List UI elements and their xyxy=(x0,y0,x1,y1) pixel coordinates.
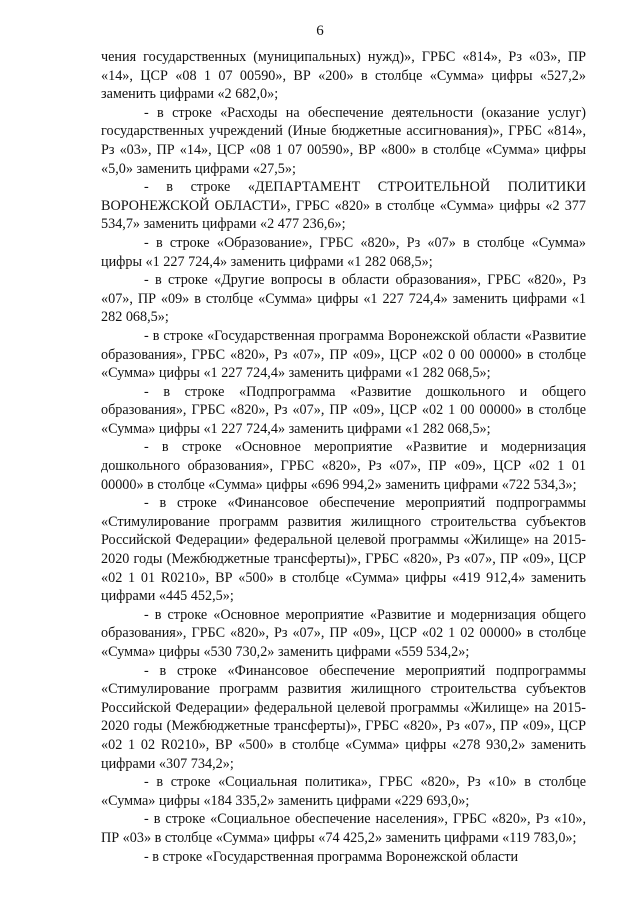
paragraph: - в строке «ДЕПАРТАМЕНТ СТРОИТЕЛЬНОЙ ПОЛИТИКИ ВОРОНЕЖСКОЙ ОБЛАСТИ», ГРБС «820» в столбце «Сумма» цифры «2 377 534,7» заменить цифрами «2 477 236,6»; xyxy=(101,179,586,233)
paragraph: - в строке «Основное мероприятие «Развитие и модернизация общего образования», ГРБС «820», Рз «07», ПР «09», ЦСР «02 1 02 00000» в столбце «Сумма» цифры «530 730,2» заменить цифрами «559 534,2»; xyxy=(101,606,586,660)
paragraph: - в строке «Финансовое обеспечение мероприятий подпрограммы «Стимулирование программ развития жилищного строительства субъектов Российской Федерации» федеральной целевой программы «Жилище» на 2015-2020 годы (Межбюджетные трансферты)», ГРБС «820», Рз «07», ПР «09», ЦСР «02 1 02 R0210», ВР «500» в столбце «Сумма» цифры «278 930,2» заменить цифрами «307 734,2»; xyxy=(101,662,586,772)
paragraph: - в строке «Государственная программа Воронежской области xyxy=(144,848,519,865)
paragraph: - в строке «Основное мероприятие «Развитие и модернизация дошкольного образования», ГРБС «820», Рз «07», ПР «09», ЦСР «02 1 01 00000» в столбце «Сумма» цифры «696 994,2» заменить цифрами «722 534,3»; xyxy=(101,439,586,493)
paragraph: - в строке «Государственная программа Воронежской области «Развитие образования», ГРБС «820», Рз «07», ПР «09», ЦСР «02 0 00 00000» в столбце «Сумма» цифры «1 227 724,4» заменить цифрами «1 282 068,5»; xyxy=(101,327,586,382)
paragraph: - в строке «Образование», ГРБС «820», Рз «07» в столбце «Сумма» цифры «1 227 724,4» заменить цифрами «1 282 068,5»; xyxy=(101,234,586,270)
paragraph: - в строке «Другие вопросы в области образования», ГРБС «820», Рз «07», ПР «09» в столбце «Сумма» цифры «1 227 724,4» заменить цифрами «1 282 068,5»; xyxy=(101,272,586,326)
page-number: 6 xyxy=(316,23,324,39)
paragraph: - в строке «Финансовое обеспечение мероприятий подпрограммы «Стимулирование программ развития жилищного строительства субъектов Российской Федерации» федеральной целевой программы «Жилище» на 2015-2020 годы (Межбюджетные трансферты)», ГРБС «820», Рз «07», ПР «09», ЦСР «02 1 01 R0210», ВР «500» в столбце «Сумма» цифры «419 912,4» заменить цифрами «445 452,5»; xyxy=(101,495,586,605)
document-body xyxy=(101,48,586,866)
paragraph: - в строке «Социальное обеспечение населения», ГРБС «820», Рз «10», ПР «03» в столбце «Сумма» цифры «74 425,2» заменить цифрами «119 783,0»; xyxy=(101,811,586,846)
paragraph: - в строке «Расходы на обеспечение деятельности (оказание услуг) государственных учреждений (Иные бюджетные ассигнования)», ГРБС «814», Рз «03», ПР «14», ЦСР «08 1 07 00590», ВР «800» в столбце «Сумма» цифры «5,0» заменить цифрами «27,5»; xyxy=(101,104,586,177)
paragraph: - в строке «Подпрограмма «Развитие дошкольного и общего образования», ГРБС «820», Рз «07», ПР «09», ЦСР «02 1 00 00000» в столбце «Сумма» цифры «1 227 724,4» заменить цифрами «1 282 068,5»; xyxy=(101,383,586,437)
paragraph: - в строке «Социальная политика», ГРБС «820», Рз «10» в столбце «Сумма» цифры «184 335,2» заменить цифрами «229 693,0»; xyxy=(101,774,586,809)
paragraph: чения государственных (муниципальных) нужд)», ГРБС «814», Рз «03», ПР «14», ЦСР «08 1 07 00590», ВР «200» в столбце «Сумма» цифры «527,2» заменить цифрами «2 682,0»; xyxy=(101,49,586,103)
